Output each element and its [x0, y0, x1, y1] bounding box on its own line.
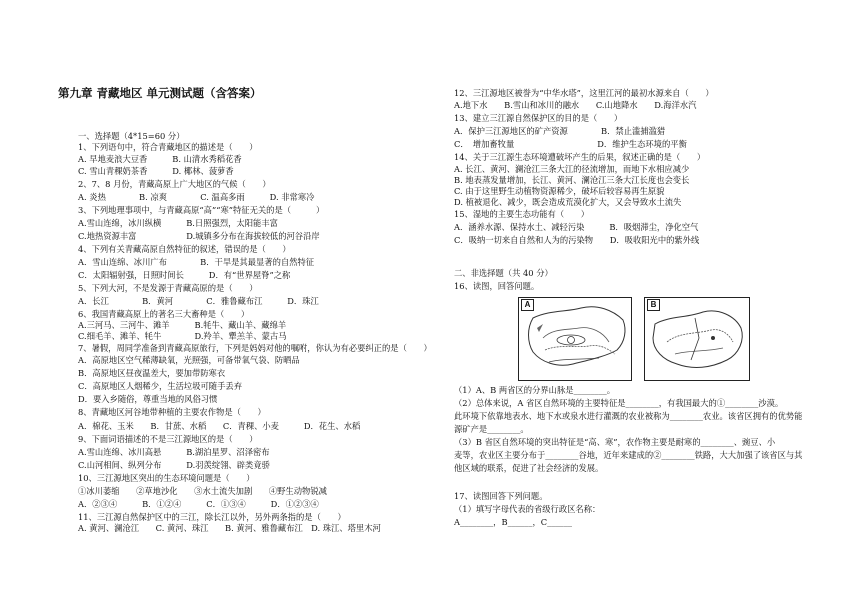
left-text-line: A.三河马、三河牛、滩羊 B.牦牛、藏山羊、藏绵羊	[78, 320, 287, 330]
left-text-line: C.山河相间、纵列分布 D.羽羡绽翎、辟类竟骄	[78, 460, 270, 470]
right-text-line: A．保护三江源地区的矿产资源 B．禁止滥捕滥猎	[454, 126, 666, 136]
right-text-line: 二、非选择题（共 40 分）	[454, 268, 553, 278]
left-text-line: A.雪山连绵、冰川高悬 B.湖泊星罗、沼泽密布	[78, 447, 270, 457]
right-text-line: A．涵养水源、保持水土、减轻污染 B．吸烟滞尘，净化空气	[454, 222, 699, 232]
left-text-line: 6、我国青藏高原上的著名三大畜种是（ ）	[78, 309, 250, 319]
left-text-line: A．雪山连绵、冰川广布 B．干旱是其最显著的自然特征	[78, 257, 315, 267]
right-text-line: 13、建立三江源自然保护区的目的是（ ）	[454, 113, 623, 123]
left-text-line: A．②③④ B．①②④ C．①③④ D．①②③④	[78, 499, 319, 509]
left-text-line: C．太阳辐射强，日照时间长 D．有“世界屋脊”之称	[78, 270, 291, 280]
left-text-line: C.地热资源丰富 D.城镇多分布在海拔较低的河谷沿岸	[78, 231, 320, 241]
left-text-line: A. 炎热 B. 凉爽 C. 温高多雨 D. 非常寒冷	[78, 192, 315, 202]
left-text-line: 11、三江源自然保护区中的三江，除长江以外，另外两条指的是（ ）	[78, 512, 346, 522]
left-text-line: 一、选择题（4*15=60 分）	[78, 131, 185, 141]
left-text-line: C．高原地区人烟稀少，生活垃圾可随手丢弃	[78, 381, 242, 391]
right-text-line: 源矿产是________。	[454, 424, 529, 434]
left-text-line: 8、青藏地区河谷地带种植的主要农作物是（ ）	[78, 407, 266, 417]
left-text-line: 9、下面词语描述的不是三江源地区的是（ ）	[78, 434, 258, 444]
right-text-line: （3）B 省区自然环境的突出特征是“高、寒”，农作物主要是耐寒的________、豌豆、小	[454, 437, 776, 447]
left-text-line: 2、7、8 月份，青藏高原上广大地区的气候（ ）	[78, 179, 271, 189]
right-text-line: 他区域的联系，促进了社会经济的发展。	[454, 463, 604, 473]
right-text-line: 12、三江源地区被誉为“中华水塔”，这里江河的最初水源来自（ ）	[454, 88, 714, 98]
right-text-line: C． 增加畜牧量 D．维护生态环境的平衡	[454, 139, 687, 149]
left-text-line: 7、暑假，周同学准备到青藏高原旅行，下列是妈妈对他的嘱咐，你认为有必要纠正的是（ ）	[78, 343, 432, 353]
right-text-line: （2）总体来说，A 省区自然环境的主要特征是________，有我国最大的①________沙漠。	[454, 398, 784, 408]
right-text-line: A________，B______，C______	[454, 517, 572, 527]
right-text-line: B. 地表蒸发量增加，长江、黄河、澜沧江三条大江长度也会变长	[454, 175, 690, 185]
left-text-line: C. 雪山青稞奶茶香 D. 椰林、菠萝香	[78, 166, 234, 176]
right-text-line: （1）A、B 两省区的分界山脉是________。	[454, 385, 616, 395]
left-text-line: A．长江 B．黄河 C．雅鲁藏布江 D．珠江	[78, 296, 319, 306]
page-title: 第九章 青藏地区 单元测试题（含答案）	[58, 86, 262, 100]
map-a-label: A	[521, 299, 534, 311]
right-text-line: 14、关于三江源生态环境遭破坏产生的后果，叙述正确的是（ ）	[454, 152, 706, 162]
right-text-line: A.地下水 B.雪山和冰川的融水 C.山地降水 D.海洋水汽	[454, 100, 697, 110]
right-text-line: 17、读图回答下列问题。	[454, 491, 548, 501]
left-text-line: A．棉花、玉米 B．甘蔗、水稻 C．青稞、小麦 D．花生、水稻	[78, 421, 361, 431]
left-text-line: A.雪山连绵，冰川纵横 B.日照强烈，太阳能丰富	[78, 218, 278, 228]
left-text-line: 5、下列大河，不是发源于青藏高原的是（ ）	[78, 283, 258, 293]
right-text-line: 此环境下依靠地表水、地下水或泉水进行灌溉的农业被称为________农业。该省区拥有的优势能	[454, 411, 803, 421]
left-text-line: 1、下列语句中，符合青藏地区的描述是（ ）	[78, 142, 258, 152]
left-text-line: C.细毛羊、滩羊、牦牛 D.羚羊、犟羔羊、蒙古马	[78, 331, 287, 341]
right-text-line: 16、读图，回答问题。	[454, 281, 540, 291]
right-text-line: （1）填写字母代表的省级行政区名称：	[454, 504, 601, 514]
left-text-line: 10、三江源地区突出的生态环境问题是（ ）	[78, 473, 255, 483]
right-text-line: A. 长江、黄河、澜沧江三条大江的径流增加，而地下水相应减少	[454, 164, 690, 174]
map-a-drawing	[519, 298, 631, 380]
left-text-line: A. 早地麦浪大豆香 B. 山清水秀稻花香	[78, 154, 242, 164]
right-text-line: C. 由于这里野生动植物资源稀少，破坏后较容易再生原貌	[454, 186, 665, 196]
map-b-drawing	[645, 298, 749, 380]
right-text-line: C．吸纳一切来自自然和人为的污染物 D．吸收阳光中的紫外线	[454, 235, 700, 245]
left-text-line: 3、下列地理事项中，与青藏高原“高”“寒”特征无关的是（ ）	[78, 205, 325, 215]
map-figure-16	[518, 297, 748, 379]
left-text-line: 4、下列有关青藏高原自然特征的叙述，错误的是（ ）	[78, 244, 291, 254]
left-text-line: D．要入乡随俗，尊重当地的风俗习惯	[78, 394, 218, 404]
right-text-line: D. 植被退化、减少，既会造成荒漠化扩大，又会导致水土流失	[454, 197, 682, 207]
map-b	[644, 297, 750, 381]
right-text-line: 15、湿地的主要生态功能有（ ）	[454, 209, 590, 219]
right-text-line: 麦等，农业区主要分布于________谷地，近年来建成的②________铁路，大大加强了该省区与其	[454, 450, 803, 460]
map-a	[518, 297, 632, 381]
map-b-label: B	[647, 299, 660, 311]
left-text-line: A. 黄河、澜沧江 C. 黄河、珠江 B. 黄河、雅鲁藏布江 D. 珠江、塔里木河	[78, 523, 381, 533]
left-text-line: B．高原地区昼夜温差大，要加带防寒衣	[78, 368, 226, 378]
left-text-line: ①冰川萎缩 ②草地沙化 ③水土流失加剧 ④野生动物锐减	[78, 486, 327, 496]
left-text-line: A．高原地区空气稀薄缺氧，光照强，可备带氧气袋、防晒品	[78, 355, 300, 365]
